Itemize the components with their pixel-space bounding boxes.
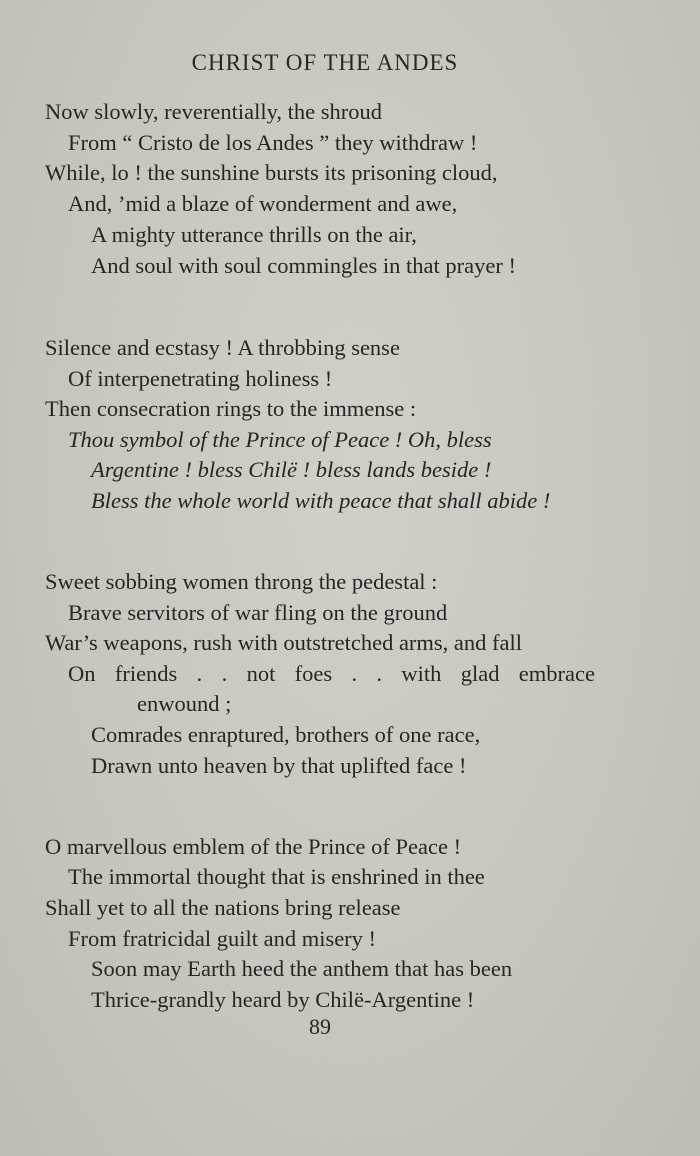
poem-line: Thrice-grandly heard by Chilë-Argentine ! (91, 987, 475, 1012)
page-number: 89 (309, 1014, 331, 1039)
poem-line: On friends . . not foes . . with glad embrace (68, 661, 595, 686)
poem-line: enwound ; (137, 691, 232, 716)
poem-line: Drawn unto heaven by that uplifted face ! (91, 753, 467, 778)
poem-line: Thou symbol of the Prince of Peace ! Oh, bless (68, 427, 492, 452)
poem-line: While, lo ! the sunshine bursts its prisoning cloud, (45, 160, 498, 185)
poem-line: The immortal thought that is enshrined in thee (68, 864, 485, 889)
poem-line: And, ’mid a blaze of wonderment and awe, (68, 191, 458, 216)
poem-line: Then consecration rings to the immense : (45, 396, 417, 421)
page-title: CHRIST OF THE ANDES (191, 50, 459, 75)
poem-line: And soul with soul commingles in that prayer ! (91, 253, 516, 278)
poem-line: From fratricidal guilt and misery ! (68, 926, 377, 951)
poem-line: Of interpenetrating holiness ! (68, 366, 333, 391)
poem-line: Now slowly, reverentially, the shroud (45, 99, 383, 124)
poem-line: Shall yet to all the nations bring release (45, 895, 401, 920)
poem-line: Sweet sobbing women throng the pedestal : (45, 569, 438, 594)
poem-line: War’s weapons, rush with outstretched arms, and fall (45, 630, 523, 655)
poem-line: A mighty utterance thrills on the air, (91, 222, 417, 247)
poem-line: Comrades enraptured, brothers of one race, (91, 722, 481, 747)
poem-line: Argentine ! bless Chilë ! bless lands beside ! (91, 457, 492, 482)
poem-line: Bless the whole world with peace that shall abide ! (91, 488, 551, 513)
poem-line: Brave servitors of war fling on the ground (68, 600, 448, 625)
poem-line: Silence and ecstasy ! A throbbing sense (45, 335, 400, 360)
poem-line: O marvellous emblem of the Prince of Peace ! (45, 834, 462, 859)
poem-line: From “ Cristo de los Andes ” they withdraw ! (68, 130, 478, 155)
poem-line: Soon may Earth heed the anthem that has been (91, 956, 513, 981)
